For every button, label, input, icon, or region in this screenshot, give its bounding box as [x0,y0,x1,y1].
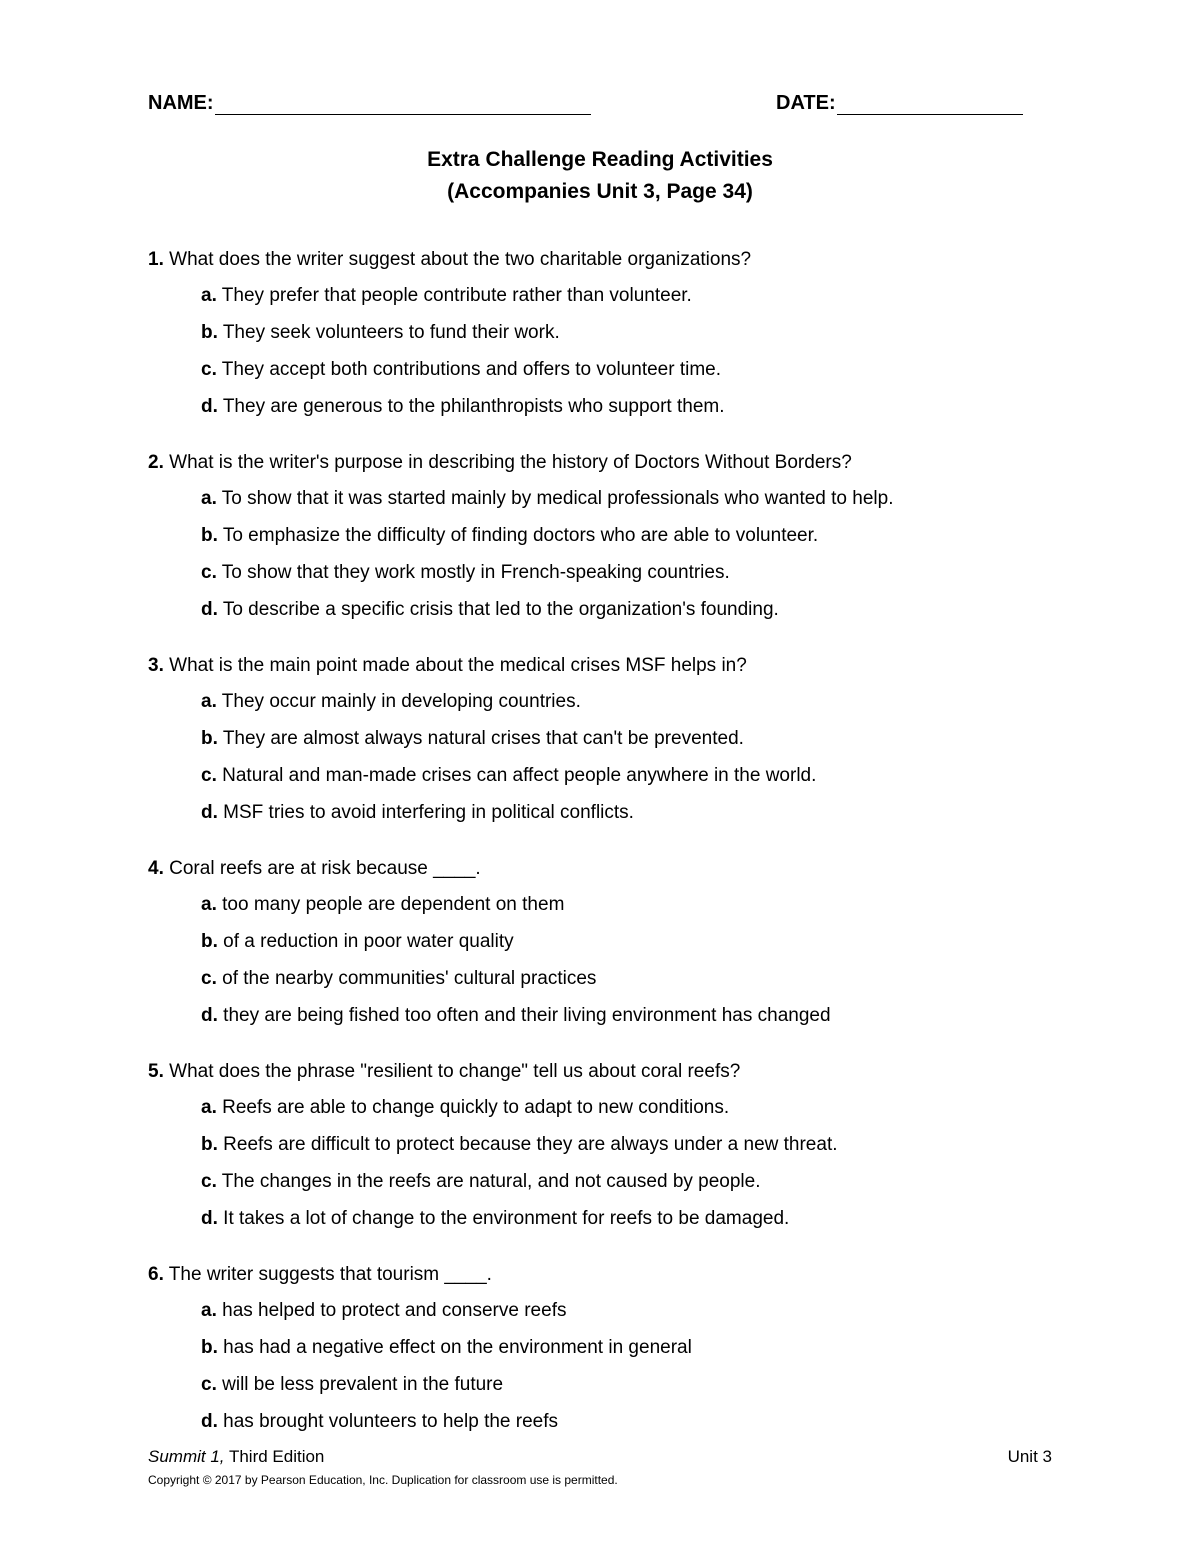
option-letter: a. [201,894,217,915]
option-letter: d. [201,1208,218,1229]
answer-option-b[interactable] [148,517,1068,554]
option-text: It takes a lot of change to the environment for reefs to be damaged. [223,1208,790,1229]
title-line-1: Extra Challenge Reading Activities [427,148,773,171]
answer-option-b[interactable] [148,1126,1068,1163]
option-text: They occur mainly in developing countries. [221,691,581,712]
answer-option-b[interactable] [148,314,1068,351]
option-text: They are generous to the philanthropists who support them. [222,396,725,417]
option-letter: a. [201,1300,217,1321]
option-letter: c. [201,359,217,380]
answer-option-b[interactable] [148,1329,1068,1366]
option-letter: b. [201,1337,218,1358]
unit-label: Unit 3 [1007,1447,1052,1466]
question-stem [148,1257,1068,1292]
option-text: Reefs are able to change quickly to adapt to new conditions. [222,1097,730,1118]
question-number: 3. [148,655,164,676]
option-text: To emphasize the difficulty of finding doctors who are able to volunteer. [222,525,819,546]
option-letter: d. [201,396,218,417]
answer-option-a[interactable] [148,683,1068,720]
option-letter: d. [201,802,218,823]
option-text: They are almost always natural crises that can't be prevented. [222,728,744,749]
question-text: Coral reefs are at risk because ____. [169,858,481,879]
question-5 [148,1054,1068,1237]
option-letter: c. [201,968,217,989]
option-text: MSF tries to avoid interfering in political conflicts. [223,802,634,823]
option-letter: a. [201,1097,217,1118]
option-text: To show that they work mostly in French-speaking countries. [221,562,730,583]
option-letter: a. [201,285,217,306]
question-text: What does the writer suggest about the two charitable organizations? [169,249,752,270]
page-footer [148,1447,1052,1487]
option-letter: c. [201,562,217,583]
option-text: has had a negative effect on the environment in general [223,1337,692,1358]
option-text: of the nearby communities' cultural practices [222,968,597,989]
question-6 [148,1257,1068,1440]
option-text: They prefer that people contribute rather than volunteer. [221,285,692,306]
answer-option-a[interactable] [148,277,1068,314]
question-stem [148,1054,1068,1089]
option-letter: c. [201,1171,217,1192]
book-edition: Third Edition [228,1447,325,1466]
book-title: Summit 1, [148,1447,225,1466]
option-text: has helped to protect and conserve reefs [222,1300,567,1321]
option-letter: b. [201,322,218,343]
date-blank-line[interactable] [837,94,1023,115]
date-field [776,92,1023,115]
option-text: To show that it was started mainly by medical professionals who wanted to help. [221,488,894,509]
question-number: 6. [148,1264,164,1285]
option-text: The changes in the reefs are natural, and not caused by people. [221,1171,761,1192]
answer-option-c[interactable] [148,351,1068,388]
question-4 [148,851,1068,1034]
option-letter: d. [201,599,218,620]
question-stem [148,242,1068,277]
question-3 [148,648,1068,831]
question-text: What is the writer's purpose in describing the history of Doctors Without Borders? [169,452,852,473]
question-text: What is the main point made about the medical crises MSF helps in? [169,655,747,676]
footer-row [148,1447,1052,1471]
answer-option-d[interactable] [148,388,1068,425]
answer-option-d[interactable] [148,591,1068,628]
answer-option-c[interactable] [148,1366,1068,1403]
option-letter: b. [201,931,218,952]
option-letter: d. [201,1411,218,1432]
answer-option-b[interactable] [148,720,1068,757]
worksheet-header [148,92,1052,122]
answer-option-a[interactable] [148,480,1068,517]
option-letter: c. [201,1374,217,1395]
answer-option-a[interactable] [148,886,1068,923]
option-text: they are being fished too often and their living environment has changed [223,1005,831,1026]
question-stem [148,648,1068,683]
question-number: 4. [148,858,164,879]
option-letter: a. [201,691,217,712]
option-text: will be less prevalent in the future [222,1374,504,1395]
answer-option-a[interactable] [148,1089,1068,1126]
question-list [148,242,1068,1460]
option-text: Natural and man-made crises can affect people anywhere in the world. [222,765,817,786]
question-stem [148,445,1068,480]
name-field [148,92,591,115]
worksheet-title [0,144,1200,208]
date-label: DATE: [776,92,836,114]
question-number: 2. [148,452,164,473]
answer-option-d[interactable] [148,1403,1068,1440]
option-letter: b. [201,1134,218,1155]
option-letter: d. [201,1005,218,1026]
option-text: They seek volunteers to fund their work. [222,322,560,343]
question-number: 5. [148,1061,164,1082]
option-text: Reefs are difficult to protect because they are always under a new threat. [223,1134,838,1155]
question-stem [148,851,1068,886]
answer-option-c[interactable] [148,554,1068,591]
option-text: To describe a specific crisis that led to the organization's founding. [222,599,779,620]
option-letter: b. [201,728,218,749]
question-2 [148,445,1068,628]
question-number: 1. [148,249,164,270]
name-blank-line[interactable] [215,94,591,115]
answer-option-d[interactable] [148,1200,1068,1237]
option-text: has brought volunteers to help the reefs [223,1411,559,1432]
option-letter: b. [201,525,218,546]
answer-option-d[interactable] [148,794,1068,831]
answer-option-c[interactable] [148,1163,1068,1200]
answer-option-b[interactable] [148,923,1068,960]
name-label: NAME: [148,92,214,114]
answer-option-c[interactable] [148,960,1068,997]
question-1 [148,242,1068,425]
copyright-notice: Copyright © 2017 by Pearson Education, Inc. Duplication for classroom use is permitted. [148,1473,618,1487]
option-text: too many people are dependent on them [222,894,565,915]
question-text: What does the phrase "resilient to change" tell us about coral reefs? [169,1061,741,1082]
option-letter: a. [201,488,217,509]
answer-option-d[interactable] [148,997,1068,1034]
title-line-2: (Accompanies Unit 3, Page 34) [447,180,753,203]
option-letter: c. [201,765,217,786]
answer-option-c[interactable] [148,757,1068,794]
answer-option-a[interactable] [148,1292,1068,1329]
option-text: They accept both contributions and offers to volunteer time. [221,359,722,380]
option-text: of a reduction in poor water quality [223,931,514,952]
question-text: The writer suggests that tourism ____. [168,1264,492,1285]
